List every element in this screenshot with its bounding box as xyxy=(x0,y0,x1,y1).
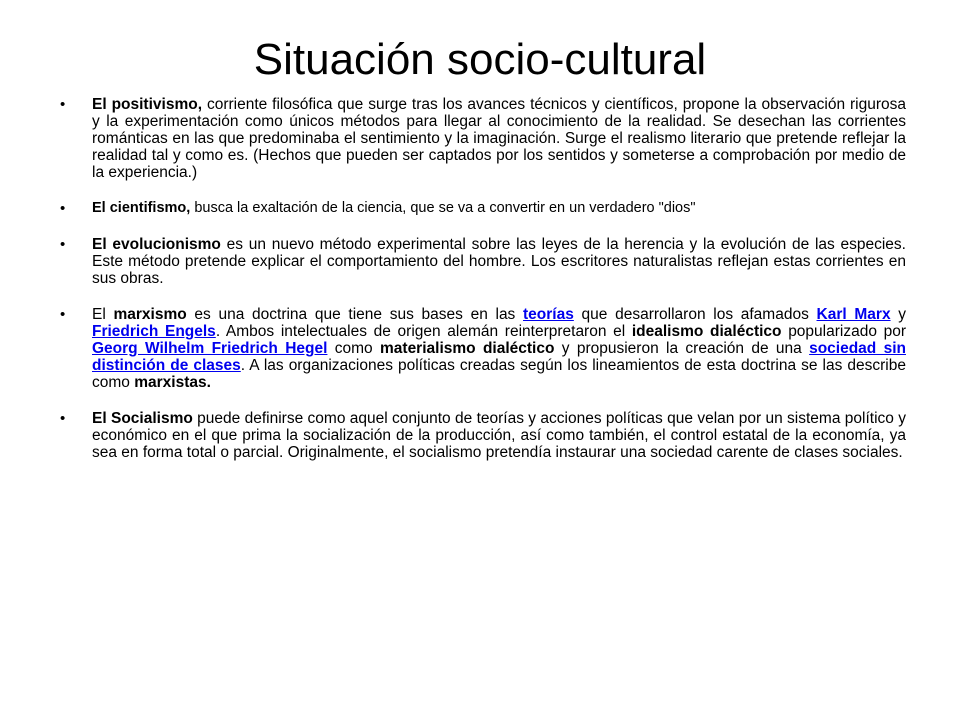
bullet-cientifismo xyxy=(60,200,906,217)
term-marxistas: marxistas. xyxy=(134,374,211,391)
term-evolucionismo: El evolucionismo xyxy=(92,236,221,253)
text-positivismo: corriente filosófica que surge tras los avances técnicos y científicos, propone la observación rigurosa y la experimentación como únicos métodos para llegar al conocimiento de la realidad. Se desechan las corrientes románticas en las que predominaba el sentimiento y la imaginación. Surge el realismo literario que pretende reflejar la realidad tal y como es. (Hechos que pueden ser captados por los sentidos y someterse a comprobación por medio de la experiencia.) xyxy=(92,96,906,181)
text-marxismo-9: . A las organizaciones políticas creadas según los lineamientos de esta doctrina se las describe como xyxy=(92,357,906,391)
bullet-dot-icon: • xyxy=(60,200,66,217)
bullet-dot-icon: • xyxy=(60,96,66,113)
text-marxismo-5: . Ambos intelectuales de origen alemán reinterpretaron el xyxy=(215,323,632,340)
term-idealismo-dialectico: idealismo dialéctico xyxy=(631,323,782,340)
bullet-positivismo xyxy=(60,96,906,181)
link-hegel[interactable]: Georg Wilhelm Friedrich Hegel xyxy=(92,340,328,357)
text-marxismo-6: popularizado por xyxy=(781,323,907,340)
text-evolucionismo: es un nuevo método experimental sobre las leyes de la herencia y la evolución de las especies. Este método pretende explicar el comportamiento del hombre. Los escritores naturalistas reflejan estas corrientes en sus obras. xyxy=(92,236,906,287)
bullet-list xyxy=(60,96,906,480)
link-karl-marx[interactable]: Karl Marx xyxy=(816,306,891,323)
text-marxismo-8: y propusieron la creación de una xyxy=(554,340,810,357)
term-cientifismo: El cientifismo, xyxy=(92,200,191,216)
bullet-dot-icon: • xyxy=(60,306,66,323)
term-socialismo: El Socialismo xyxy=(92,410,193,427)
text-marxismo-3: que desarrollaron los afamados xyxy=(573,306,817,323)
text-marxismo-2: es una doctrina que tiene sus bases en las xyxy=(186,306,524,323)
bullet-dot-icon: • xyxy=(60,410,66,427)
text-marxismo-7: como xyxy=(327,340,380,357)
bullet-dot-icon: • xyxy=(60,236,66,253)
term-positivismo: El positivismo, xyxy=(92,96,203,113)
link-friedrich-engels[interactable]: Friedrich Engels xyxy=(92,323,216,340)
text-marxismo-1: El xyxy=(92,306,114,323)
link-sociedad-sin-clases[interactable]: sociedad sin distinción de clases xyxy=(92,340,906,374)
bullet-evolucionismo xyxy=(60,236,906,287)
slide-title: Situación socio-cultural xyxy=(253,35,707,84)
term-marxismo: marxismo xyxy=(113,306,187,323)
term-materialismo-dialectico: materialismo dialéctico xyxy=(380,340,555,357)
text-socialismo: puede definirse como aquel conjunto de teorías y acciones políticas que velan por un sistema político y económico en el que prima la socialización de la producción, así como también, el control estatal de la economía, ya sea en forma total o parcial. Originalmente, el socialismo pretendía instaurar una sociedad carente de clases sociales. xyxy=(92,410,906,461)
link-teorias[interactable]: teorías xyxy=(523,306,574,323)
bullet-socialismo xyxy=(60,410,906,461)
text-marxismo-4: y xyxy=(890,306,907,323)
bullet-marxismo xyxy=(60,306,906,391)
text-cientifismo: busca la exaltación de la ciencia, que se va a convertir en un verdadero "dios" xyxy=(190,200,696,216)
